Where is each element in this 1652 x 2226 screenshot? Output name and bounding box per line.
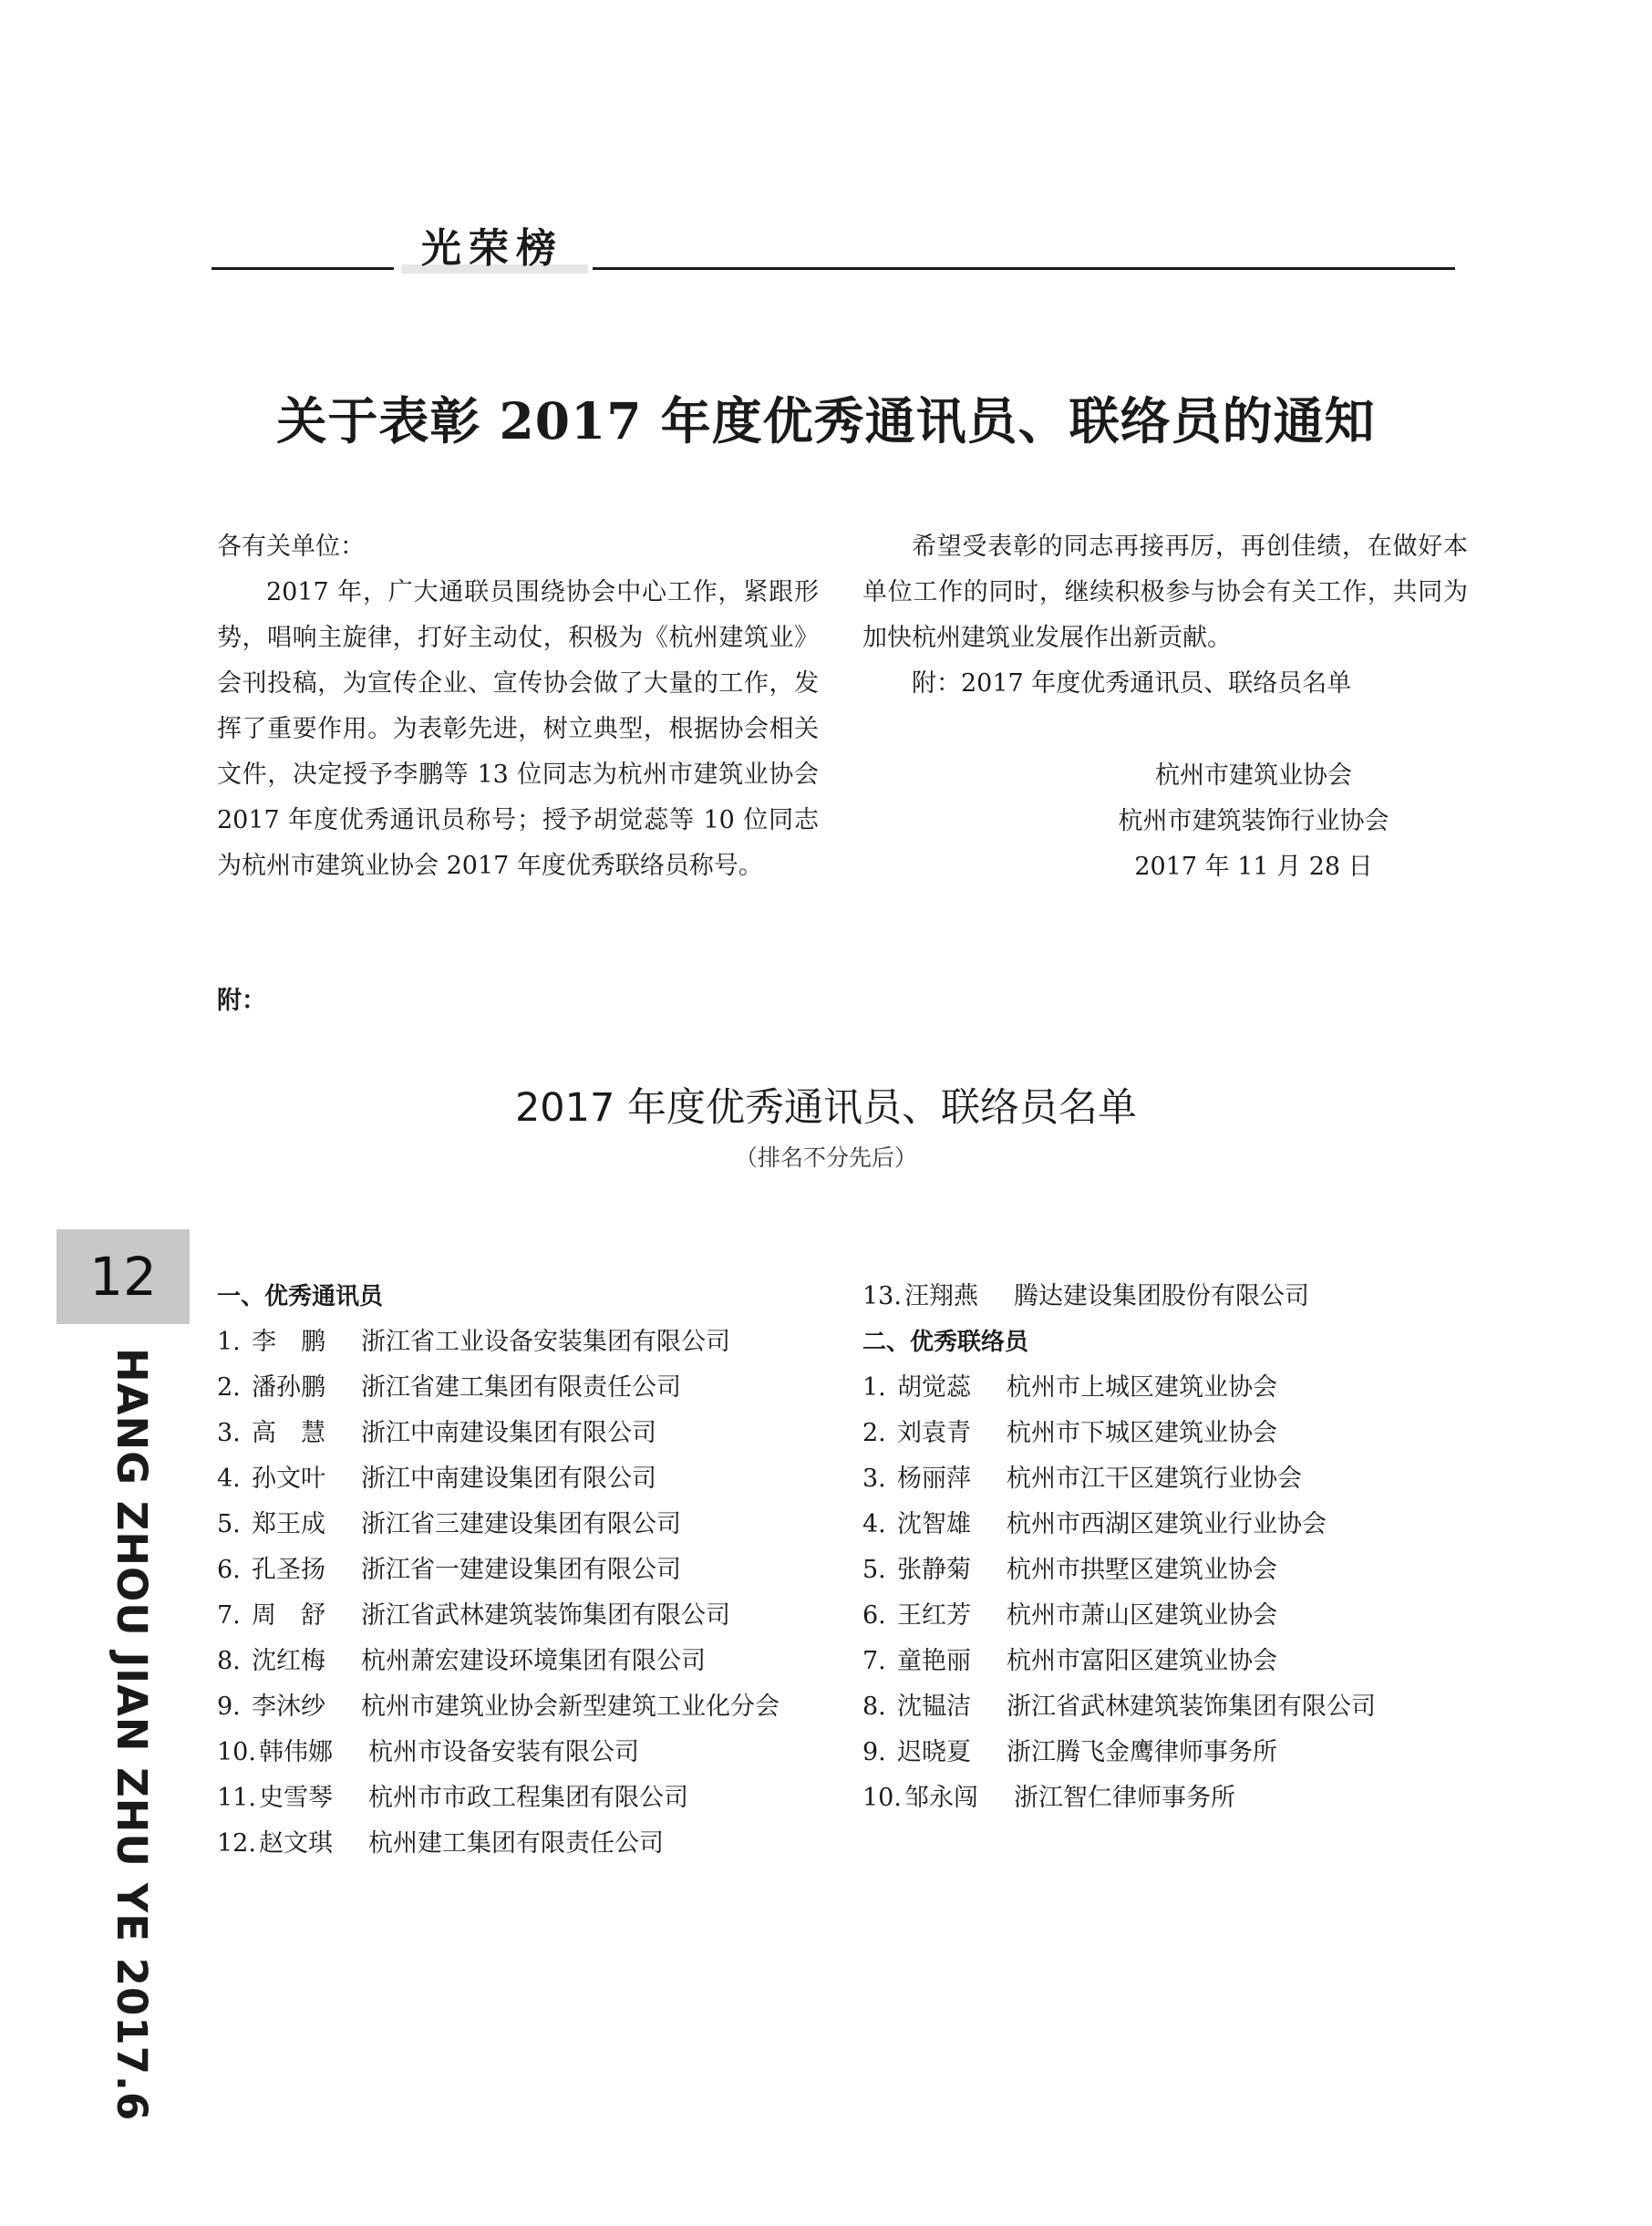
list-item: [217, 1411, 780, 1456]
list-subtitle: （排名不分先后）: [734, 1144, 917, 1171]
list-item-num: 2.: [862, 1419, 886, 1447]
list-item-num: 4.: [862, 1510, 886, 1538]
list-item-name: 刘袁青: [897, 1419, 971, 1447]
list-item-org: 杭州市下城区建筑业协会: [1007, 1419, 1277, 1447]
list-item-org: 杭州建工集团有限责任公司: [368, 1829, 664, 1858]
list-item: [862, 1502, 1376, 1548]
list-item-name: 孙文叶: [252, 1465, 325, 1493]
list-item: [862, 1593, 1376, 1639]
list-item: [217, 1684, 780, 1730]
list-item-num: 5.: [862, 1556, 886, 1584]
list-item: [217, 1548, 780, 1593]
list-item: [862, 1548, 1376, 1593]
list-item-num: 5.: [217, 1510, 241, 1538]
list-item-num: 8.: [862, 1693, 886, 1721]
list-item-name: 王红芳: [897, 1601, 971, 1630]
list-item-num: 3.: [862, 1465, 886, 1493]
list-item-num: 1.: [862, 1373, 886, 1402]
list-item-org: 浙江省三建建设集团有限公司: [361, 1510, 681, 1538]
list-item: [217, 1502, 780, 1548]
list-item-org: 杭州市西湖区建筑业行业协会: [1007, 1510, 1327, 1538]
list-item: [862, 1365, 1376, 1411]
list-item-org: 腾达建设集团股份有限公司: [1014, 1282, 1309, 1310]
list-item-name: 孔圣扬: [252, 1556, 325, 1584]
list-item: [862, 1274, 1376, 1320]
list-item-name: 潘孙鹏: [252, 1373, 325, 1402]
list-item-num: 8.: [217, 1647, 241, 1675]
signer-2: 杭州市建筑装饰行业协会: [1118, 807, 1389, 835]
list-item-name: 张静菊: [897, 1556, 971, 1584]
list-item-name: 胡觉蕊: [897, 1373, 971, 1402]
list-title: 2017 年度优秀通讯员、联络员名单: [514, 1085, 1138, 1131]
section-rule-right: [593, 267, 1455, 270]
list-item-name: 邹永闯: [904, 1784, 978, 1812]
list-item-num: 9.: [862, 1738, 886, 1766]
list-item-org: 杭州市富阳区建筑业协会: [1007, 1647, 1277, 1675]
list-item-org: 杭州市设备安装有限公司: [368, 1738, 639, 1766]
list-item-name: 沈韫洁: [897, 1693, 971, 1721]
list-item: [862, 1639, 1376, 1684]
correspondents-heading: 一、优秀通讯员: [217, 1283, 384, 1310]
list-item-num: 6.: [862, 1601, 886, 1630]
list-item-name: 汪翔燕: [904, 1282, 978, 1310]
list-item-num: 10.: [217, 1738, 256, 1766]
list-item: [862, 1730, 1376, 1776]
salutation: 各有关单位：: [217, 533, 365, 561]
list-item-name: 周 舒: [252, 1601, 325, 1630]
list-item-org: 杭州市萧山区建筑业协会: [1007, 1601, 1277, 1630]
list-item-org: 杭州市市政工程集团有限公司: [368, 1784, 688, 1812]
list-item-num: 6.: [217, 1556, 241, 1584]
list-item-org: 浙江省武林建筑装饰集团有限公司: [1007, 1693, 1376, 1721]
notice-title: 关于表彰 2017 年度优秀通讯员、联络员的通知: [276, 391, 1376, 450]
list-item-org: 杭州市江干区建筑行业协会: [1007, 1465, 1302, 1493]
list-item: [217, 1821, 780, 1867]
list-item: [217, 1456, 780, 1502]
attachment-label: 附：: [217, 987, 266, 1015]
list-item: [862, 1776, 1376, 1821]
section-title: 光荣榜: [421, 225, 563, 272]
list-item-name: 沈智雄: [897, 1510, 971, 1538]
list-item: [217, 1365, 780, 1411]
liaisons-list: [862, 1274, 1376, 1821]
list-item-name: 沈红梅: [252, 1647, 325, 1675]
list-item-org: 杭州市建筑业协会新型建筑工业化分会: [361, 1693, 780, 1721]
page-number: 12: [57, 1229, 190, 1324]
list-item: [217, 1730, 780, 1776]
list-item-name: 高 慧: [252, 1419, 325, 1447]
list-item-org: 浙江中南建设集团有限公司: [361, 1465, 656, 1493]
list-item-num: 11.: [217, 1784, 256, 1812]
notice-body-left: [217, 524, 819, 889]
correspondents-list: [217, 1274, 780, 1867]
list-item-num: 7.: [217, 1601, 241, 1630]
list-item-name: 李 鹏: [252, 1328, 325, 1356]
list-item: [862, 1456, 1376, 1502]
list-item-num: 1.: [217, 1328, 241, 1356]
list-item-org: 浙江腾飞金鹰律师事务所: [1007, 1738, 1277, 1766]
list-item-org: 浙江省武林建筑装饰集团有限公司: [361, 1601, 730, 1630]
list-item: [217, 1639, 780, 1684]
list-item: [217, 1593, 780, 1639]
list-item-num: 2.: [217, 1373, 241, 1402]
list-item-num: 13.: [862, 1282, 902, 1310]
list-item-num: 12.: [217, 1829, 256, 1858]
list-item-num: 4.: [217, 1465, 241, 1493]
list-item-name: 童艳丽: [897, 1647, 971, 1675]
list-item-num: 10.: [862, 1784, 902, 1812]
list-item-org: 杭州萧宏建设环境集团有限公司: [361, 1647, 706, 1675]
list-item: [862, 1411, 1376, 1456]
notice-body-right: [862, 524, 1468, 707]
list-item-org: 浙江智仁律师事务所: [1014, 1784, 1235, 1812]
signer-1: 杭州市建筑业协会: [1155, 761, 1352, 790]
list-item-name: 李沐纱: [252, 1693, 325, 1721]
liaisons-heading: 二、优秀联络员: [862, 1329, 1029, 1356]
list-item: [217, 1776, 780, 1821]
list-item: [217, 1320, 780, 1365]
list-item-name: 郑王成: [252, 1510, 325, 1538]
notice-date: 2017 年 11 月 28 日: [1134, 853, 1373, 881]
list-item-num: 3.: [217, 1419, 241, 1447]
notice-paragraph-1: 2017 年，广大通联员围绕协会中心工作，紧跟形势，唱响主旋律，打好主动仗，积极为《杭州建筑业》会刊投稿，为宣传企业、宣传协会做了大量的工作，发挥了重要作用。为表彰先进，树立典型，根据协会相关文件，决定授予李鹏等 13 位同志为杭州市建筑业协会 2017 年度优秀通讯员称号；授予胡觉蕊等 10 位同志为杭州市建筑业协会 2017 年度优秀联络员称号。: [217, 578, 819, 880]
list-item-org: 浙江省一建建设集团有限公司: [361, 1556, 681, 1584]
attachment-note: 附：2017 年度优秀通讯员、联络员名单: [912, 669, 1352, 698]
list-item-org: 杭州市上城区建筑业协会: [1007, 1373, 1277, 1402]
list-item-name: 史雪琴: [259, 1784, 333, 1812]
list-item-org: 浙江省建工集团有限责任公司: [361, 1373, 681, 1402]
list-item-num: 9.: [217, 1693, 241, 1721]
list-item-org: 浙江中南建设集团有限公司: [361, 1419, 656, 1447]
section-rule-left: [212, 267, 394, 270]
list-item-name: 杨丽萍: [897, 1465, 971, 1493]
list-item-name: 韩伟娜: [259, 1738, 333, 1766]
journal-name-vertical: HANG ZHOU JIAN ZHU YE 2017.6: [108, 1348, 156, 2122]
list-item-org: 杭州市拱墅区建筑业协会: [1007, 1556, 1277, 1584]
list-item-num: 7.: [862, 1647, 886, 1675]
list-item-name: 赵文琪: [259, 1829, 333, 1858]
list-item-org: 浙江省工业设备安装集团有限公司: [361, 1328, 730, 1356]
list-item: [862, 1684, 1376, 1730]
list-item-name: 迟晓夏: [897, 1738, 971, 1766]
notice-paragraph-2: 希望受表彰的同志再接再厉，再创佳绩，在做好本单位工作的同时，继续积极参与协会有关工作，共同为加快杭州建筑业发展作出新贡献。: [862, 533, 1468, 652]
